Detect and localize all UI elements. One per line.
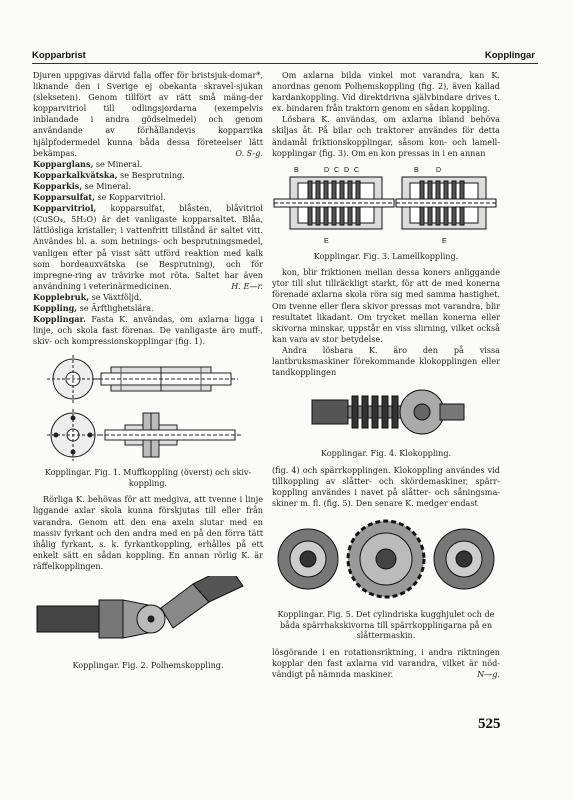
- fig3-label: E: [442, 237, 447, 245]
- author-signature: H. E—r.: [231, 280, 263, 291]
- header-rule: [32, 63, 538, 64]
- page-number: 525: [478, 716, 501, 732]
- left-column: [33, 70, 263, 677]
- entry: Kopparkalkvätska, se Besprutning.: [33, 169, 185, 180]
- paragraph: Djuren uppgivas därvid falla offer för bristsjuk-domar*, liknande den i Sverige ej obekanta skravel-sjukan (slekseten). Genom tillfört av rätt små mäng-der kopparvitriol till odlingsjordarna (exempelvis inblandade i andra gödselmedel) och genom användande av förhållandevis kopparrika hjälpfodermedel kunna båda dessa företeelser lätt bekämpas. O. S-g.: [33, 70, 263, 158]
- paragraph: (fig. 4) och spärrkopplingen. Klokoppling användes vid tillkoppling av slåtter- och skördemaskiner, spärr-koppling användes i navet på slåtter- och såningsma-skiner m. fl. (fig. 5). Den senare K. medger endast: [272, 464, 500, 508]
- author-signature: O. S-g.: [235, 147, 263, 158]
- figure-4-illustration: [272, 382, 500, 444]
- paragraph: Andra lösbara K. äro den på vissa lantbruksmaskiner förekommande klokopplingen eller tandkopplingen: [272, 344, 500, 378]
- figure-3-caption: Kopplingar. Fig. 3. Lamellkoppling.: [313, 250, 459, 261]
- fig3-label: C: [334, 166, 340, 174]
- figure-5-caption: Kopplingar. Fig. 5. Det cylindriska kugghjulet och de båda spärrhakskivorna till spärrkopplingarna på en slåttermaskin.: [277, 609, 495, 641]
- paragraph: Rörliga K. behövas för att medgiva, att tvenne i linje liggande axlar skola kunna förskjutas till eller från varandra. Genom att den ena axeln slutar med en massiv fyrkant och den andra med en på den förra tätt ihålig fyrkant, s. k. fyrkantkoppling, erhålles på ett enkelt sätt en sådan koppling. En annan rörlig K. är räffelkopplingen.: [33, 494, 263, 571]
- entry-headword: Koppling,: [33, 302, 78, 313]
- author-signature: N—g.: [477, 668, 500, 679]
- figure-2-caption: Kopplingar. Fig. 2. Polhemskoppling.: [72, 660, 224, 670]
- paragraph: Om axlarna bilda vinkel mot varandra, kan K. anordnas genom Polhemskoppling (fig. 2), även kallad kardankoppling. Vid direktdrivna självbindare drives t. ex. bindaren från traktorn genom en sådan koppling.: [272, 70, 500, 114]
- figure-4-caption: Kopplingar. Fig. 4. Klokoppling.: [320, 448, 452, 459]
- fig3-label: E: [324, 237, 329, 245]
- right-column: [272, 70, 500, 680]
- entry-headword: Kopplebruk,: [33, 291, 90, 302]
- entry-headword: Kopparglans,: [33, 158, 94, 169]
- entry-headword: Kopplingar.: [33, 314, 86, 325]
- entry-headword: Kopparvitriol,: [33, 203, 97, 214]
- figure-1-caption: Kopplingar. Fig. 1. Muffkoppling (överst) och skiv-koppling.: [44, 467, 252, 488]
- fig3-label: B: [414, 166, 419, 174]
- figure-1-illustration: [33, 351, 263, 463]
- paragraph: kon, blir friktionen mellan dessa koners anliggande ytor till slut tillräckligt starkt, för att de med konerna förenade axlarna skola röra sig med samma hastighet. Om tvenne eller flera skivor pressas mot varandra, blir resultatet likadant. Om trycket mellan konerna eller skivorna minskar, uppstår en viss slirning, vilket också kan vara av stor betydelse.: [272, 267, 500, 344]
- running-header-right: Kopplingar: [484, 50, 535, 61]
- entry: Kopplebruk, se Växtföljd.: [33, 291, 142, 302]
- figure-2-illustration: [33, 576, 263, 656]
- entry: Kopparvitriol, kopparsulfat, blåsten, blåvitriol (CuSO₄, 5H₂O) är det vanligaste kopparsaltet. Blåa, lättlösliga kristaller; i vattenfritt tillstånd är saltet vitt. Användes bl. a. som betnings- och besprutningsmedel, vanligen efter på visst sätt utförd reaktion med kalk som bordeauxvätska (se Besprutning), och för impregne-ring av trävirke mot röta. Saltet har även användning i veterinärmedicinen. H. E—r.: [33, 203, 263, 291]
- figure-5-illustration: [272, 513, 500, 605]
- figure-3-illustration: [272, 163, 500, 247]
- fig3-label: D: [436, 166, 442, 174]
- paragraph: Lösbara K. användas, om axlarna ibland behöva skiljas åt. På bilar och traktorer användes för detta ändamål friktionskopplingar, såsom kon- och lamell-kopplingar (fig. 3). Om en kon pressas in i en annan: [272, 114, 500, 158]
- entry: Kopparkis, se Mineral.: [33, 180, 131, 191]
- fig3-label: C: [354, 166, 360, 174]
- entry-headword: Kopparsulfat,: [33, 192, 95, 203]
- entry-headword: Kopparkis,: [33, 180, 83, 191]
- fig3-label: D: [344, 166, 350, 174]
- entry: Kopparglans, se Mineral.: [33, 158, 143, 169]
- fig3-label: B: [294, 166, 299, 174]
- entry: Kopparsulfat, se Kopparvitriol.: [33, 192, 166, 203]
- fig3-label: D: [324, 166, 330, 174]
- paragraph: lösgörande i en rotationsriktning, i andra riktningen kopplar den fast axlarna vid varandra, vilket är nöd-vändigt på nämnda maskiner. N—g.: [272, 646, 500, 679]
- entry-headword: Kopparkalkvätska,: [33, 169, 118, 180]
- entry: Kopplingar. Fasta K. användas, om axlarna ligga i linje, och skola fast förenas. De vanligaste äro muff-, skiv- och kompressionskopplingar (fig. 1).: [33, 314, 263, 347]
- running-header-left: Kopparbrist: [32, 50, 86, 61]
- entry: Koppling, se Ärftlighetslära.: [33, 302, 154, 313]
